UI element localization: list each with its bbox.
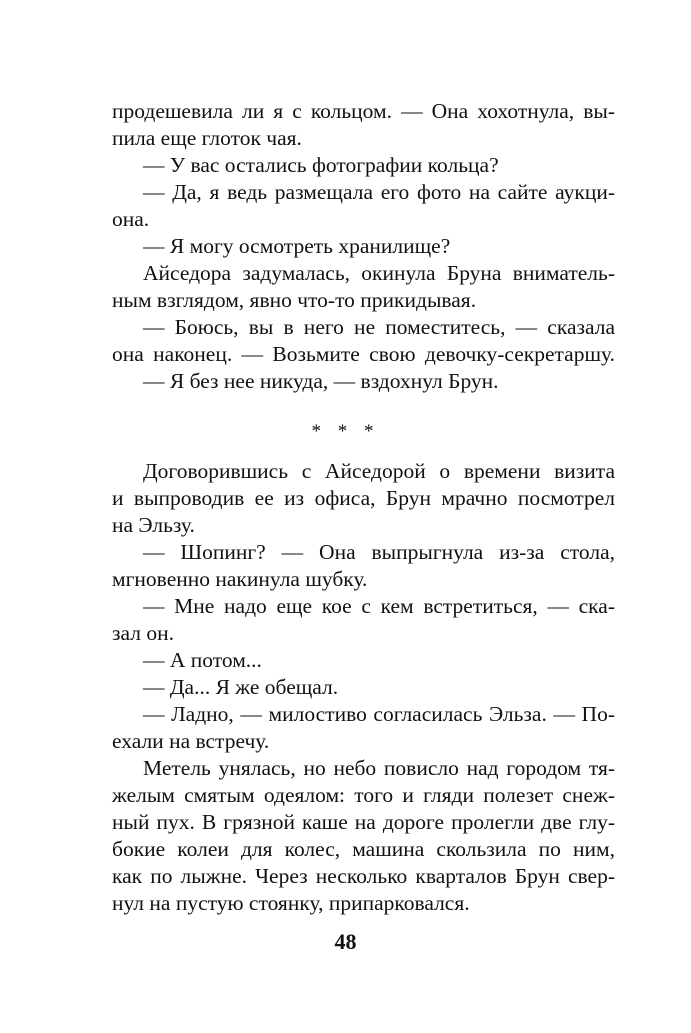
text-line: — Я без нее никуда, — вздохнул Брун. <box>143 369 499 393</box>
text-line: нул на пустую стоянку, припарковался. <box>112 891 470 915</box>
text-line: — Шопинг? — Она выпрыгнула из-за стола, <box>143 540 615 564</box>
text-line: — У вас остались фотографии кольца? <box>143 153 499 177</box>
text-line: зал он. <box>112 621 174 645</box>
text-line: она. <box>112 207 150 231</box>
text-line: продешевила ли я с кольцом. — Она хохотнула, вы- <box>112 99 615 123</box>
text-line: — Да, я ведь размещала его фото на сайте аукци- <box>143 180 615 204</box>
text-line: Договорившись с Айседорой о времени визита <box>143 459 615 483</box>
text-line: — Боюсь, вы в него не поместитесь, — сказала <box>143 315 615 339</box>
text-line: на Эльзу. <box>112 513 195 537</box>
section-separator: * * * <box>311 421 380 442</box>
text-line: Метель унялась, но небо повисло над городом тя- <box>143 756 615 780</box>
page-number: 48 <box>334 929 357 954</box>
text-line: и выпроводив ее из офиса, Брун мрачно посмотрел <box>112 486 615 510</box>
text-line: — Я могу осмотреть хранилище? <box>143 234 451 258</box>
text-line: мгновенно накинула шубку. <box>112 567 368 591</box>
text-line: ехали на встречу. <box>112 729 270 753</box>
text-line: — А потом... <box>143 648 262 672</box>
text-line: — Да... Я же обещал. <box>143 675 339 699</box>
text-line: ный пух. В грязной каше на дороге пролегли две глу- <box>112 810 615 834</box>
text-line: как по лыжне. Через несколько кварталов Брун свер- <box>112 864 615 888</box>
text-line: желым смятым одеялом: того и гляди полезет снеж- <box>112 783 615 807</box>
text-line: — Ладно, — милостиво согласилась Эльза. — По- <box>143 702 615 726</box>
text-line: пила еще глоток чая. <box>112 126 302 150</box>
text-line: Айседора задумалась, окинула Бруна вниматель- <box>143 261 615 285</box>
text-line: она наконец. — Возьмите свою девочку-секретаршу. <box>112 342 615 366</box>
text-line: бокие колеи для колес, машина скользила по ним, <box>112 837 615 861</box>
text-line: — Мне надо еще кое с кем встретиться, — ска- <box>143 594 615 618</box>
text-line: ным взглядом, явно что-то прикидывая. <box>112 288 477 312</box>
